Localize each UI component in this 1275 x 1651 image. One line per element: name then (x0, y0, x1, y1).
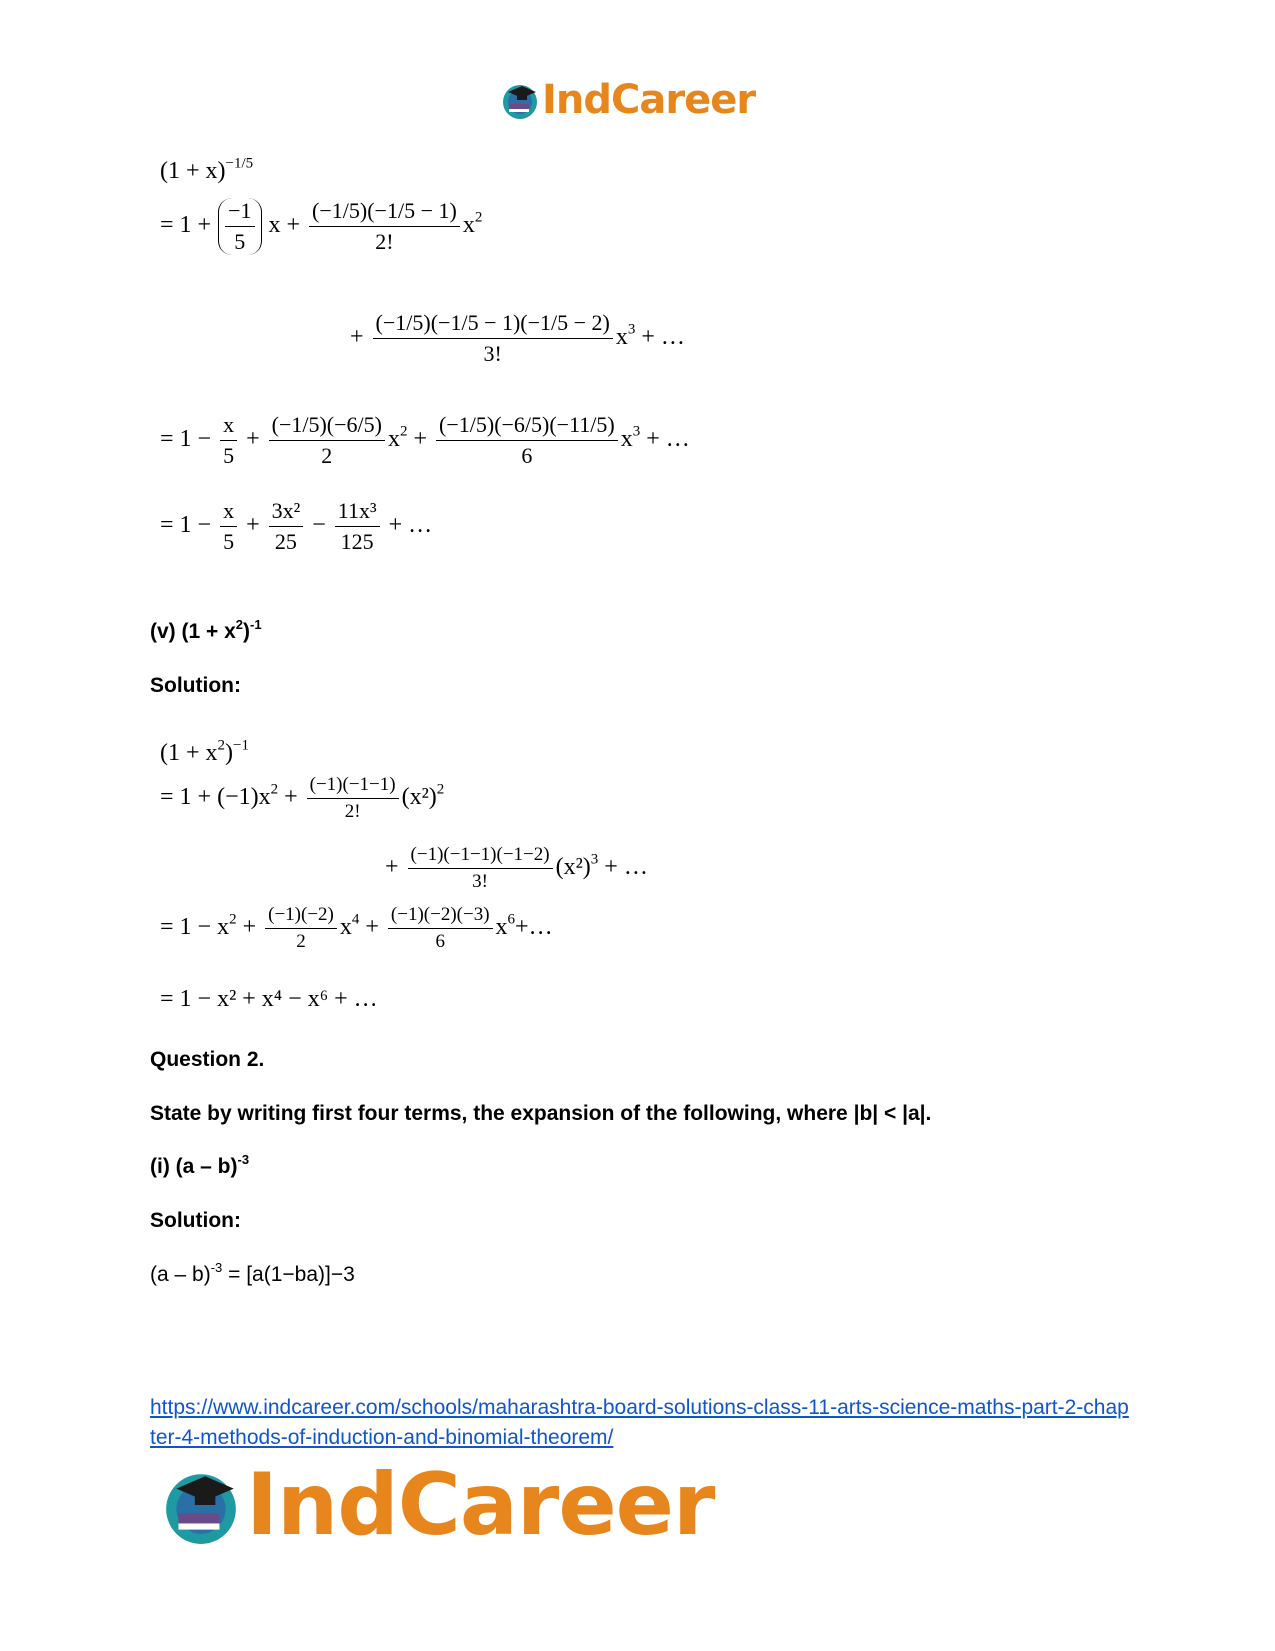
fraction (436, 412, 618, 469)
numerator: (−1/5)(−1/5 − 1) (309, 198, 460, 227)
exponent: 3 (590, 851, 599, 868)
numerator: 11x³ (335, 498, 380, 527)
math-line (160, 737, 249, 767)
fraction (265, 904, 337, 953)
math-text: = 1 − (160, 426, 212, 453)
math-text: = 1 − x (160, 914, 230, 941)
math-line (160, 774, 444, 823)
fraction (225, 198, 254, 255)
fraction (388, 904, 493, 953)
math-text: x + (268, 212, 301, 239)
graduation-cap-globe-icon (160, 1464, 242, 1546)
math-text: = 1 − x² + x⁴ − x⁶ + … (160, 986, 378, 1012)
denominator: 6 (435, 931, 445, 952)
math-line (160, 155, 254, 185)
denominator: 5 (223, 443, 235, 468)
brand-name: IndCareer (542, 77, 756, 123)
math-line (385, 844, 648, 893)
part-label-close: ) (243, 620, 251, 643)
math-text: ) (225, 740, 234, 766)
part-label: (v) (1 + x (150, 620, 236, 643)
numerator: (−1)(−2)(−3) (388, 904, 493, 929)
math-text: + (242, 914, 257, 941)
part-label: (i) (a – b) (150, 1155, 238, 1178)
exponent: 2 (217, 737, 226, 754)
exponent: 2 (235, 616, 244, 632)
numerator: (−1)(−1−1)(−1−2) (408, 844, 553, 869)
math-text: x (462, 212, 475, 239)
exponent: -3 (210, 1259, 223, 1275)
math-text: + (246, 426, 260, 453)
math-text: + (385, 854, 399, 881)
fraction (220, 412, 237, 469)
indcareer-logo-top (500, 77, 756, 123)
solution-label: Solution: (150, 1209, 241, 1232)
fraction (307, 774, 399, 823)
numerator: x (220, 412, 237, 441)
source-link[interactable]: https://www.indcareer.com/schools/maharashtra-board-solutions-class-11-arts-science-maths-part-2-chapter-4-methods-of-induction-and-binomial-theorem/ (150, 1396, 1129, 1449)
math-line (160, 198, 482, 255)
exponent: 2 (229, 911, 237, 928)
numerator: (−1)(−1−1) (307, 774, 399, 799)
fraction (269, 412, 385, 469)
math-line (160, 904, 553, 953)
math-line (160, 986, 378, 1013)
math-text: x (620, 426, 633, 453)
answer-rhs: = [a(1−ba)]−3 (222, 1263, 355, 1286)
graduation-cap-globe-icon (500, 80, 540, 120)
math-line (160, 412, 690, 469)
numerator: (−1/5)(−6/5)(−11/5) (436, 412, 618, 441)
math-text: + (365, 914, 379, 941)
denominator: 3! (483, 341, 502, 366)
part-i-heading (150, 1151, 250, 1179)
math-text: x (495, 914, 508, 941)
math-text: = 1 + (−1)x (160, 784, 271, 811)
exponent: 2 (270, 781, 279, 798)
math-line (160, 498, 432, 555)
math-text: (1 + x) (160, 158, 226, 184)
denominator: 5 (223, 529, 235, 554)
exponent: −1/5 (225, 155, 254, 172)
math-text: + … (604, 854, 648, 881)
math-text: + … (388, 512, 433, 539)
answer-lhs: (a – b) (150, 1263, 211, 1286)
fraction (220, 498, 237, 555)
math-text: x (339, 914, 352, 941)
math-text: +… (515, 914, 553, 941)
fraction (373, 310, 613, 367)
answer-line (150, 1259, 355, 1287)
math-text: x (615, 324, 628, 351)
denominator: 125 (340, 529, 374, 554)
math-text: + (413, 426, 428, 453)
brand-name: IndCareer (246, 1455, 715, 1555)
math-text: + … (646, 426, 690, 453)
numerator: (−1/5)(−6/5) (269, 412, 385, 441)
parenthesis (218, 198, 261, 255)
fraction (408, 844, 553, 893)
numerator: −1 (225, 198, 254, 227)
numerator: 3x² (269, 498, 304, 527)
exponent: 3 (627, 321, 636, 338)
math-text: + … (641, 324, 685, 351)
part-v-heading (150, 616, 262, 644)
math-text: (1 + x (160, 740, 218, 766)
indcareer-logo-bottom (160, 1455, 715, 1555)
denominator: 5 (234, 229, 246, 254)
numerator: (−1)(−2) (265, 904, 337, 929)
exponent: 2 (474, 209, 483, 226)
math-text: (x²) (555, 854, 591, 881)
denominator: 2! (344, 801, 361, 822)
denominator: 2 (321, 443, 333, 468)
denominator: 3! (472, 871, 488, 892)
math-line (350, 310, 685, 367)
math-text: (x²) (401, 784, 437, 811)
numerator: x (220, 498, 237, 527)
math-text: + (284, 784, 298, 811)
denominator: 2! (375, 229, 394, 254)
exponent: 6 (507, 911, 516, 928)
numerator: (−1/5)(−1/5 − 1)(−1/5 − 2) (373, 310, 613, 339)
exponent: 4 (351, 911, 360, 928)
fraction (269, 498, 304, 555)
exponent: 2 (399, 423, 408, 440)
exponent: 2 (436, 781, 445, 798)
math-text: + (350, 324, 364, 351)
denominator: 6 (521, 443, 533, 468)
question-statement: State by writing first four terms, the expansion of the following, where |b| < |a|. (150, 1102, 932, 1125)
question-heading: Question 2. (150, 1048, 265, 1071)
exponent: -3 (237, 1151, 250, 1167)
math-text: − (312, 512, 326, 539)
denominator: 25 (274, 529, 297, 554)
denominator: 2 (296, 931, 306, 952)
exponent: −1 (233, 737, 249, 754)
solution-label: Solution: (150, 674, 241, 697)
exponent: 3 (632, 423, 641, 440)
math-text: = 1 + (160, 212, 212, 239)
exponent: -1 (250, 616, 262, 632)
fraction (335, 498, 380, 555)
fraction (309, 198, 460, 255)
math-text: x (387, 426, 400, 453)
math-text: = 1 − (160, 512, 212, 539)
math-text: + (246, 512, 260, 539)
